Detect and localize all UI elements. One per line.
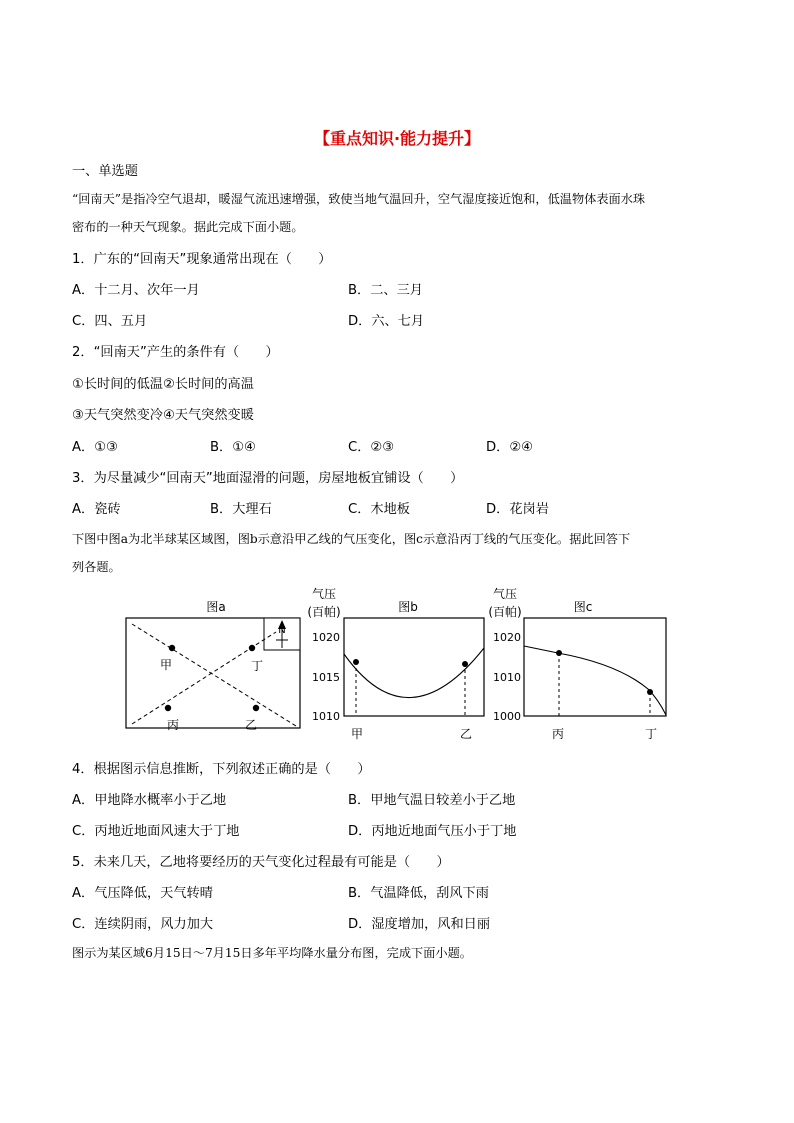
figure-c-title: 图c: [573, 600, 593, 614]
q4-option-d: D．丙地近地面气压小于丁地: [348, 824, 517, 839]
q3-option-a: A．瓷砖: [72, 502, 121, 517]
q5-option-b: B．气温降低，刮风下雨: [348, 886, 489, 901]
q5-option-c: C．连续阴雨，风力加大: [72, 917, 214, 932]
figure-svg: [118, 584, 678, 754]
figure-c-ylabel-line2: (百帕): [488, 605, 522, 619]
q1-option-b: B．二、三月: [348, 283, 423, 298]
q4-option-b: B．甲地气温日较差小于乙地: [348, 793, 516, 808]
q3-option-d: D．花岗岩: [486, 502, 549, 517]
q4-option-c: C．丙地近地面风速大于丁地: [72, 824, 240, 839]
label-yi: 乙: [244, 718, 258, 732]
point-ding: [249, 645, 255, 651]
figure-c-tick-1020: 1020: [493, 631, 521, 644]
figure-b-pressure-curve: [344, 648, 484, 698]
figure-a-title: 图a: [206, 600, 226, 614]
page-title: 【重点知识·能力提升】: [313, 129, 481, 148]
figure-c-ylabel-line1: 气压: [492, 587, 518, 601]
q1-option-c: C．四、五月: [72, 314, 148, 329]
figure-b-x-end: 乙: [459, 727, 473, 741]
label-ding: 丁: [250, 659, 264, 673]
figure-c-x-start: 丙: [551, 727, 565, 741]
figure-c-pressure-curve: [524, 646, 666, 715]
point-jia: [169, 645, 175, 651]
q3-option-b: B．大理石: [210, 502, 272, 517]
figure-c: [488, 586, 666, 741]
q4-option-a: A．甲地降水概率小于乙地: [72, 793, 227, 808]
q1-option-d: D．六、七月: [348, 314, 425, 329]
figure-c-frame: [524, 618, 666, 716]
q3-stem: 3．为尽量减少“回南天”地面湿滑的问题，房屋地板宜铺设（ ）: [72, 471, 464, 486]
q3-option-c: C．木地板: [348, 502, 410, 517]
figure-b-tick-1010: 1010: [312, 710, 340, 723]
figure-b-x-start: 甲: [350, 727, 364, 741]
figure-b-title: 图b: [398, 600, 418, 614]
q1-option-a: A．十二月、次年一月: [72, 283, 200, 298]
q2-option-c: C．②③: [348, 440, 395, 455]
passage2-line1: 下图中图a为北半球某区域图，图b示意沿甲乙线的气压变化，图c示意沿丙丁线的气压变化。据此回答下: [72, 532, 631, 546]
point-yi: [253, 705, 259, 711]
figure-pressure-diagrams: [118, 584, 678, 754]
figure-c-tick-1010: 1010: [493, 671, 521, 684]
figure-c-tick-1000: 1000: [493, 710, 521, 723]
figure-b-frame: [344, 618, 484, 716]
passage1-line2: 密布的一种天气现象。据此完成下面小题。: [72, 220, 304, 234]
north-label: N: [278, 625, 286, 636]
q2-option-b: B．①④: [210, 440, 256, 455]
q2-conditions-34: ③天气突然变冷④天气突然变暖: [72, 408, 254, 423]
q4-stem: 4．根据图示信息推断，下列叙述正确的是（ ）: [72, 762, 371, 777]
q2-option-a: A．①③: [72, 440, 118, 455]
figure-b-ylabel-line1: 气压: [311, 587, 337, 601]
q5-option-d: D．湿度增加，风和日丽: [348, 917, 491, 932]
section-heading: 一、单选题: [72, 164, 138, 179]
point-bing: [165, 705, 171, 711]
label-jia: 甲: [159, 658, 173, 672]
figure-c-x-end: 丁: [644, 727, 658, 741]
q2-option-d: D．②④: [486, 440, 533, 455]
q1-stem: 1．广东的“回南天”现象通常出现在（ ）: [72, 252, 332, 267]
label-bing: 丙: [166, 718, 180, 732]
figure-b-tick-1015: 1015: [312, 671, 340, 684]
passage3: 图示为某区域6月15日～7月15日多年平均降水量分布图，完成下面小题。: [72, 946, 472, 960]
q2-stem: 2．“回南天”产生的条件有（ ）: [72, 345, 279, 360]
q5-option-a: A．气压降低，天气转晴: [72, 886, 213, 901]
figure-b: [307, 586, 484, 741]
figure-b-tick-1020: 1020: [312, 631, 340, 644]
figure-a: [126, 600, 300, 732]
q2-conditions-12: ①长时间的低温②长时间的高温: [72, 377, 254, 392]
passage1-line1: “回南天”是指冷空气退却，暖湿气流迅速增强，致使当地气温回升，空气湿度接近饱和，低温物体表面水珠: [72, 192, 646, 206]
passage2-line2: 列各题。: [72, 560, 121, 574]
q5-stem: 5．未来几天，乙地将要经历的天气变化过程最有可能是（ ）: [72, 855, 450, 870]
figure-b-ylabel-line2: (百帕): [307, 605, 341, 619]
